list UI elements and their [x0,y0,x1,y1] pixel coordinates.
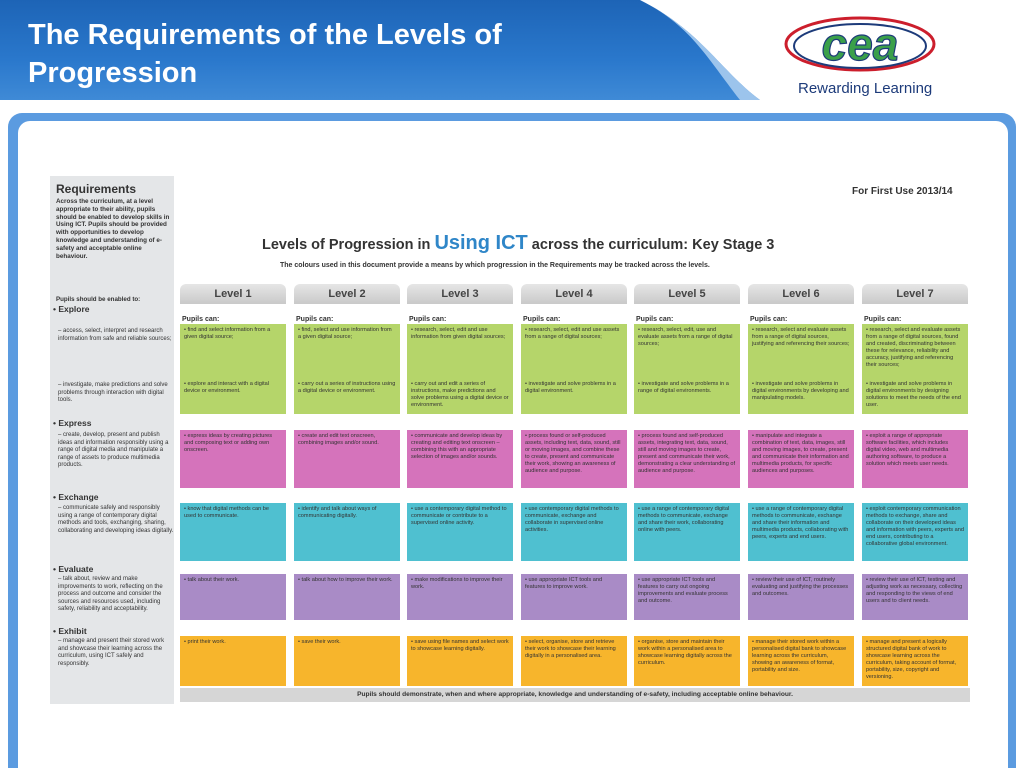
bullet-icon: • [866,381,870,387]
level-7-header: Level 7 [862,284,968,304]
cell-text: research, select, edit and use information from given digital sources; [411,327,506,340]
dash-icon: – [58,432,64,438]
cell-explore-level-2 [294,324,400,378]
cell-text: print their work. [187,639,226,645]
cell-text: investigate and solve problems in digital environments by developing and manipulating models. [752,381,849,401]
cell-express-level-1 [180,430,286,488]
cell-evaluate-level-6 [748,574,854,620]
cell-evaluate-level-5 [634,574,740,620]
bullet-icon: • [525,433,529,439]
bullet-icon: • [53,492,59,502]
pupils-can-label: Pupils can: [182,316,220,323]
bullet-icon: • [184,506,188,512]
title-emphasis: Using ICT [434,232,528,254]
cell-text: manage their stored work within a personalised digital bank to showcase learning across the curriculum, showing an awareness of format, portability and size. [752,639,847,673]
bullet-icon: • [866,327,870,333]
cell-text: review their use of ICT, testing and adjusting work as necessary, collecting and responding to the views of end users and to client needs. [866,577,963,604]
logo-lettering: cea [821,18,899,70]
strand-name: Exhibit [58,626,87,636]
level-2-header: Level 2 [294,284,400,304]
cell-text: use contemporary digital methods to communicate, exchange and collaborate in supervised online activities. [525,506,619,533]
bullet-icon: • [53,304,59,314]
level-3-header: Level 3 [407,284,513,304]
cell-text: identify and talk about ways of communicating digitally. [298,506,377,519]
strand-explore-label [53,304,90,314]
bullet-icon: • [53,418,59,428]
cell-text: save their work. [301,639,341,645]
slide-title: The Requirements of the Levels of Progression [28,19,502,89]
cell-explore-level-2 [294,378,400,414]
cell-text: manipulate and integrate a combination of text, data, images, still and moving images, to create, present and communicate their information and multimedia products, for specific audiences and purposes. [752,433,849,474]
cell-text: find and select information from a given digital source; [184,327,271,340]
cell-explore-level-6 [748,378,854,414]
level-5-header: Level 5 [634,284,740,304]
document-title [262,232,774,255]
dash-icon: – [58,638,64,644]
bullet-icon: • [752,381,756,387]
cell-text: create and edit text onscreen, combining images and/or sound. [298,433,379,446]
cell-explore-level-3 [407,324,513,378]
cell-exchange-level-7 [862,503,968,561]
bullet-icon: • [411,639,415,645]
cell-exchange-level-3 [407,503,513,561]
bullet-icon: • [298,327,302,333]
requirement-sentence: manage and present their stored work and showcase their learning across the curriculum, using ICT safely and responsibly. [58,638,165,667]
bullet-icon: • [866,433,870,439]
cell-text: carry out a series of instructions using a digital device or environment. [298,381,396,394]
requirement-sentence: create, develop, present and publish ideas and information responsibly using a range of digital media and manipulate a range of assets to produce multimedia products. [58,432,169,468]
bullet-icon: • [525,639,529,645]
bullet-icon: • [638,506,642,512]
bullet-icon: • [411,433,415,439]
cell-explore-level-5 [634,378,740,414]
cell-explore-level-7 [862,378,968,414]
cell-evaluate-level-7 [862,574,968,620]
cell-express-level-3 [407,430,513,488]
bullet-icon: • [184,639,188,645]
strand-exhibit-label [53,626,87,636]
title-prefix: Levels of Progression in [262,237,435,253]
requirement-sentence: access, select, interpret and research information from safe and reliable sources; [58,328,172,342]
dash-icon: – [58,328,64,334]
cell-text: research, select, edit, use and evaluate assets from a range of digital sources; [638,327,733,347]
cell-explore-level-4 [521,378,627,414]
level-1-header: Level 1 [180,284,286,304]
strand-express-label [53,418,91,428]
cell-text: express ideas by creating pictures and composing text or adding own onscreen. [184,433,273,453]
cell-text: save using file names and select work to showcase learning digitally. [411,639,509,652]
cell-express-level-2 [294,430,400,488]
bullet-icon: • [638,577,642,583]
requirement-text [58,382,174,405]
pupils-can-label: Pupils can: [750,316,788,323]
requirements-intro: Across the curriculum, at a level appropriate to their ability, pupils should be enabled to develop skills in Using ICT. Pupils should be provided with opportunities to develop knowledge and understanding of e-safety and acceptable online behaviour. [56,198,170,260]
cell-exhibit-level-5 [634,636,740,686]
cell-text: exploit contemporary communication methods to exchange, share and collaborate on their developed ideas and information with peers, experts and end users, contributing to a collaborative global environment. [866,506,964,547]
cell-text: talk about how to improve their work. [301,577,393,583]
cell-text: select, organise, store and retrieve their work to showcase their learning digitally in a personalised area. [525,639,616,659]
bullet-icon: • [411,506,415,512]
bullet-icon: • [752,433,756,439]
cell-exhibit-level-6 [748,636,854,686]
bullet-icon: • [752,577,756,583]
cell-express-level-5 [634,430,740,488]
strand-name: Express [58,418,92,428]
cell-text: research, select and evaluate assets from a range of digital sources, found and created, discriminating between these for relevance, reliability and accuracy, justifying and referencing their sources; [866,327,961,368]
esafety-footer: Pupils should demonstrate, when and where appropriate, knowledge and understanding of e-safety, including acceptable online behaviour. [180,688,970,702]
requirement-sentence: talk about, review and make improvements to work, reflecting on the process and outcome and consider the sources and resources used, including safety, reliability and acceptability. [58,576,163,612]
bullet-icon: • [525,381,529,387]
cell-exhibit-level-4 [521,636,627,686]
dash-icon: – [58,576,64,582]
cell-exchange-level-6 [748,503,854,561]
bullet-icon: • [638,327,642,333]
cell-exchange-level-1 [180,503,286,561]
cell-explore-level-3 [407,378,513,414]
bullet-icon: • [184,381,188,387]
requirement-sentence: investigate, make predictions and solve problems through interaction with digital tools. [58,382,168,403]
slide-header [0,0,1024,100]
dash-icon: – [58,382,64,388]
cell-explore-level-5 [634,324,740,378]
enabled-to-label: Pupils should be enabled to: [56,296,141,303]
bullet-icon: • [866,577,870,583]
cell-exchange-level-5 [634,503,740,561]
bullet-icon: • [298,577,302,583]
cell-evaluate-level-4 [521,574,627,620]
cell-express-level-4 [521,430,627,488]
requirement-text [58,432,174,470]
requirement-sentence: communicate safely and responsibly using a range of contemporary digital methods and tools, exchanging, sharing, collaborating and developing ideas digitally. [58,505,174,534]
pupils-can-label: Pupils can: [409,316,447,323]
bullet-icon: • [638,639,642,645]
strand-evaluate-label [53,564,93,574]
bullet-icon: • [752,506,756,512]
strand-name: Exchange [58,492,99,502]
cell-text: use appropriate ICT tools and features to improve work. [525,577,603,590]
level-6-header: Level 6 [748,284,854,304]
bullet-icon: • [411,327,415,333]
cell-text: organise, store and maintain their work within a personalised area to showcase learning digitally across the curriculum. [638,639,732,666]
cell-exhibit-level-7 [862,636,968,686]
bullet-icon: • [298,639,302,645]
bullet-icon: • [298,433,302,439]
pupils-can-label: Pupils can: [296,316,334,323]
cell-exhibit-level-2 [294,636,400,686]
requirement-text [58,328,174,343]
requirement-text [58,576,174,614]
bullet-icon: • [638,433,642,439]
bullet-icon: • [525,506,529,512]
pupils-can-label: Pupils can: [523,316,561,323]
cell-text: research, select and evaluate assets from a range of digital sources, justifying and referencing their sources; [752,327,850,347]
cell-explore-level-1 [180,324,286,378]
requirement-text [58,505,174,535]
cell-explore-level-1 [180,378,286,414]
cell-exhibit-level-1 [180,636,286,686]
cell-text: investigate and solve problems in a range of digital environments. [638,381,729,394]
bullet-icon: • [298,506,302,512]
bullet-icon: • [184,577,188,583]
cell-text: investigate and solve problems in digital environments by designing solutions to meet the needs of the end user. [866,381,961,408]
cell-text: talk about their work. [187,577,240,583]
bullet-icon: • [866,506,870,512]
cell-express-level-6 [748,430,854,488]
cell-text: communicate and develop ideas by creating and editing text onscreen – combining this with an appropriate selection of images and/or sounds. [411,433,503,460]
levels-document [50,176,970,704]
cell-text: carry out and edit a series of instructions, make predictions and solve problems using a digital device or environment. [411,381,509,408]
cell-explore-level-7 [862,324,968,378]
cell-exchange-level-4 [521,503,627,561]
cell-express-level-7 [862,430,968,488]
strand-name: Explore [58,304,90,314]
pupils-can-label: Pupils can: [864,316,902,323]
cell-evaluate-level-3 [407,574,513,620]
requirement-text [58,638,174,668]
tagline: Rewarding Learning [798,80,933,97]
cell-text: process found or self-produced assets, including text, data, sound, still or moving images, and combine these to create, present and communicate their work, showing an awareness of audience and purpose. [525,433,621,474]
cell-text: exploit a range of appropriate software facilities, which includes digital video, web and multimedia authoring software, to produce a solution which meets user needs. [866,433,949,467]
cell-explore-level-4 [521,324,627,378]
cell-text: research, select, edit and use assets from a range of digital sources; [525,327,620,340]
cell-text: review their use of ICT, routinely evaluating and justifying the processes and outcomes. [752,577,849,597]
cell-text: explore and interact with a digital device or environment. [184,381,269,394]
cell-text: use a contemporary digital method to communicate or contribute to a supervised online activity. [411,506,507,526]
strand-name: Evaluate [58,564,94,574]
cell-exhibit-level-3 [407,636,513,686]
cell-text: process found and self-produced assets, integrating text, data, sound, still and moving images to create, present and communicate their work, demonstrating a clear understanding of audience and purpose. [638,433,736,474]
cell-text: investigate and solve problems in a digital environment. [525,381,616,394]
cell-text: use appropriate ICT tools and features to carry out ongoing improvements and evaluate process and outcome. [638,577,728,604]
bullet-icon: • [525,327,529,333]
bullet-icon: • [411,577,415,583]
pupils-can-label: Pupils can: [636,316,674,323]
bullet-icon: • [752,639,756,645]
bullet-icon: • [184,433,188,439]
first-use-label: For First Use 2013/14 [852,186,953,197]
bullet-icon: • [298,381,302,387]
cell-text: use a range of contemporary digital methods to communicate, exchange and share their information and multimedia products, collaborating with peers, experts and end users. [752,506,849,540]
bullet-icon: • [184,327,188,333]
bullet-icon: • [638,381,642,387]
cell-text: know that digital methods can be used to communicate. [184,506,269,519]
cell-evaluate-level-2 [294,574,400,620]
strand-exchange-label [53,492,99,502]
cell-exchange-level-2 [294,503,400,561]
title-suffix: across the curriculum: Key Stage 3 [527,237,775,253]
bullet-icon: • [411,381,415,387]
cell-text: manage and present a logically structured digital bank of work to showcase learning across the curriculum, taking account of format, portability, size, copyright and versioning. [866,639,957,680]
dash-icon: – [58,505,64,511]
requirements-heading: Requirements [56,182,137,196]
cell-explore-level-6 [748,324,854,378]
cell-text: make modifications to improve their work. [411,577,503,590]
bullet-icon: • [53,564,59,574]
level-4-header: Level 4 [521,284,627,304]
bullet-icon: • [866,639,870,645]
cell-evaluate-level-1 [180,574,286,620]
bullet-icon: • [53,626,59,636]
document-subtitle: The colours used in this document provide a means by which progression in the Requirements may be tracked across the levels. [280,262,710,269]
bullet-icon: • [525,577,529,583]
cell-text: find, select and use information from a given digital source; [298,327,392,340]
cell-text: use a range of contemporary digital methods to communicate, exchange and share their work, collaborating online with peers. [638,506,730,533]
bullet-icon: • [752,327,756,333]
